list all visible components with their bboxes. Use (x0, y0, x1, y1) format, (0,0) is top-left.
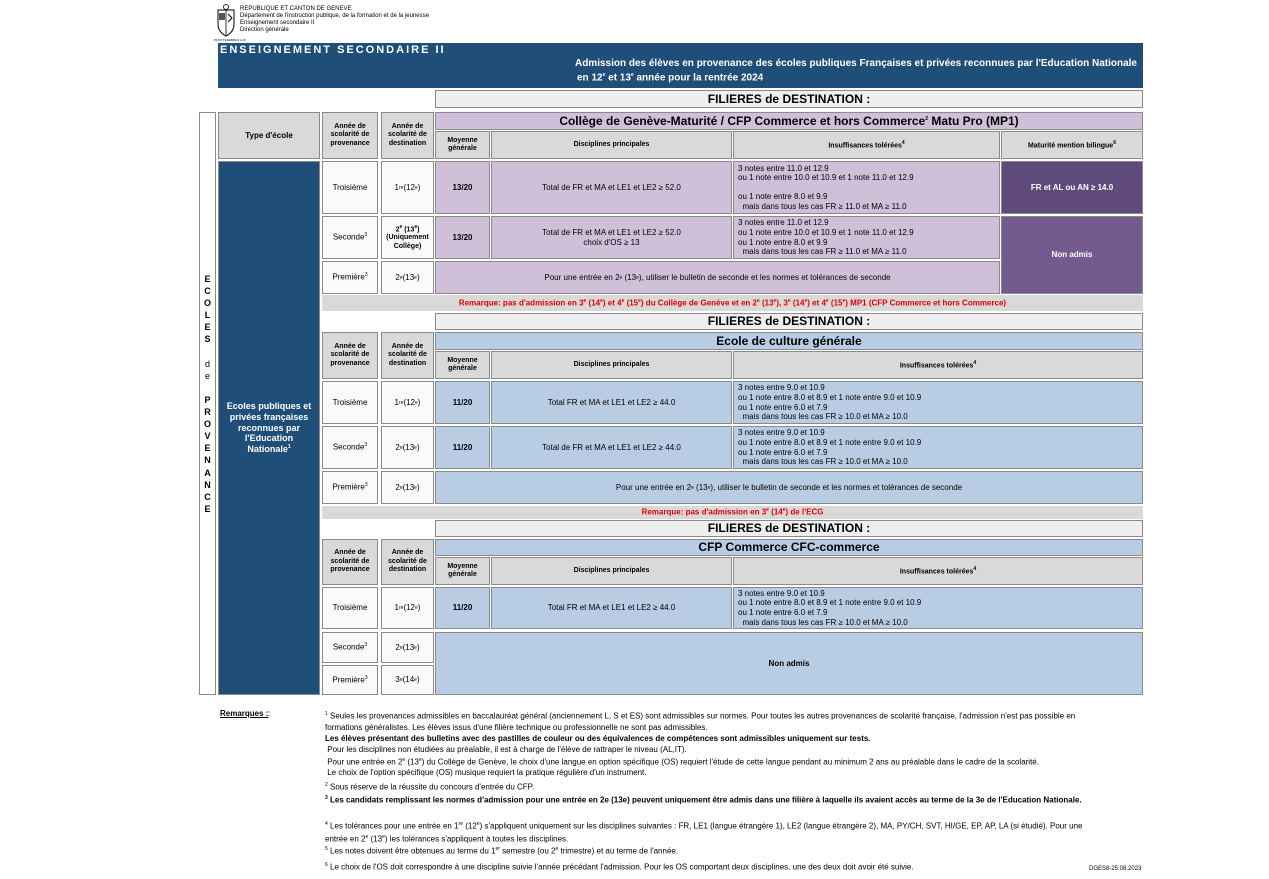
vertical-letter: E (204, 274, 211, 284)
cfp-r3-dest: 3 e (14 e ) (381, 665, 434, 695)
college-r3-dest: 2 e (13 e ) (381, 261, 434, 294)
vertical-letter: e (204, 370, 210, 381)
college-r1-bilingue: FR et AL ou AN ≥ 14.0 (1001, 161, 1143, 214)
section-title: ENSEIGNEMENT SECONDAIRE II (220, 44, 446, 56)
cfp-r2-prov: Seconde$^3$ (322, 632, 378, 663)
vertical-letter: C (204, 491, 211, 502)
college-r1-disc: Total de FR et MA et LE1 et LE2 ≥ 52.0 (491, 161, 732, 214)
col-provenance-header-3: Année de scolarité de provenance (322, 539, 378, 585)
college-title: Collège de Genève-Maturité / CFP Commerce et hors Commerce$^2$ Matu Pro (MP1) (435, 112, 1143, 130)
filieres-title-2: FILIERES de DESTINATION : (435, 313, 1143, 330)
col-provenance-header-1: Année de scolarité de provenance (322, 112, 378, 159)
cfp-r1-disc: Total FR et MA et LE1 et LE2 ≥ 44.0 (491, 587, 732, 629)
vertical-letter: S (204, 334, 211, 345)
ecg-r3-merged: Pour une entrée en 2 e (13 e ), utiliser le bulletin de seconde et les normes et tolérances de seconde (435, 471, 1143, 504)
col-insuffisances-header-2: Insuffisances tolérées$^4$ (733, 351, 1143, 379)
cfp-non-admis: Non admis (435, 632, 1143, 695)
college-r1-dest: 1 re (12 e ) (381, 161, 434, 214)
ecg-r3-dest: 2 e (13 e ) (381, 471, 434, 504)
col-insuffisances-header-3: Insuffisances tolérées$^4$ (733, 557, 1143, 585)
note-3: $^3$ Les candidats remplissant les normes d'admission pour une entrée en 2e (13e) peuvent uniquement être admis dans une filière à laquelle ils avaient accès au terme de la 3e de l'Education Nationale. (325, 795, 1082, 805)
col-moyenne-header-1: Moyenne générale (435, 131, 490, 159)
ecg-r2-disc: Total de FR et MA et LE1 et LE2 ≥ 44.0 (491, 426, 732, 469)
vertical-letter: N (204, 455, 211, 466)
ecg-r1-prov: Troisième (322, 381, 378, 424)
remarques-colon: : (268, 709, 271, 718)
header-line3: Enseignement secondaire II (240, 20, 315, 26)
vertical-letter: E (204, 443, 211, 454)
vertical-letter: N (204, 479, 211, 490)
vertical-label (199, 273, 216, 515)
vertical-letter (199, 346, 216, 358)
note-4: $^4$ Les tolérances pour une entrée en 1re (12e) s'appliquent uniquement sur les disciplines suivantes : FR, LE1 (langue étrangère 1), LE2 (langue étrangère 2), MA, PY/CH, SVT, HI/GE, EP, AP, LA (si étudié). Pour une entrée en 2e (13e) les tolérances s'appliquent à toutes les disciplines. (325, 821, 1083, 844)
motto: POST TENEBRAS LUX (214, 38, 246, 42)
cfp-r1-dest: 1 re (12 e ) (381, 587, 434, 629)
filieres-title-3: FILIERES de DESTINATION : (435, 520, 1143, 537)
ecg-r3-prov: Première$^3$ (322, 471, 378, 504)
vertical-letter: O (203, 419, 211, 430)
type-ecole-header: Type d'école (218, 112, 320, 159)
ecg-r1-insuf: 3 notes entre 9.0 et 10.9 ou 1 note entre 8.0 et 8.9 et 1 note entre 9.0 et 10.9 ou 1 note entre 6.0 et 7.9 mais dans tous les cas FR ≥ 10.0 et MA ≥ 10.0 (733, 381, 1143, 424)
col-destination-header-2: Année de scolarité de destination (381, 332, 434, 379)
cfp-r2-dest: 2 e (13 e ) (381, 632, 434, 663)
col-bilingue-header: Maturité mention bilingue$^6$ (1001, 131, 1143, 159)
vertical-letter: d (204, 358, 210, 369)
col-moyenne-header-3: Moyenne générale (435, 557, 490, 585)
header-line2: Département de l'instruction publique, de la formation et de la jeunesse (240, 13, 429, 19)
ecg-r2-insuf: 3 notes entre 9.0 et 10.9 ou 1 note entre 8.0 et 8.9 et 1 note entre 9.0 et 10.9 ou 1 note entre 6.0 et 7.9 mais dans tous les cas FR ≥ 10.0 et MA ≥ 10.0 (733, 426, 1143, 469)
college-r2-moy: 13/20 (435, 216, 490, 259)
col-provenance-header-2: Année de scolarité de provenance (322, 332, 378, 379)
college-r2-prov: Seconde$^3$ (322, 216, 378, 259)
col-moyenne-header-2: Moyenne générale (435, 351, 490, 379)
vertical-letter: V (204, 431, 211, 442)
coat-of-arms-icon (216, 4, 236, 38)
college-r3-merged: Pour une entrée en 2 e (13 e ), utiliser le bulletin de seconde et les normes et tolérances de seconde (435, 261, 1000, 294)
col-destination-header-1: Année de scolarité de destination (381, 112, 434, 159)
vertical-letter: L (204, 310, 211, 321)
college-r2-disc: Total de FR et MA et LE1 et LE2 ≥ 52.0 choix d'OS ≥ 13 (491, 216, 732, 259)
ecg-title: Ecole de culture générale (435, 332, 1143, 350)
header-line1: REPUBLIQUE ET CANTON DE GENEVE (240, 6, 352, 12)
college-r2-dest: 2e (13e) (Uniquement Collège) (381, 216, 434, 259)
ecg-r1-moy: 11/20 (435, 381, 490, 424)
col-disciplines-header-2: Disciplines principales (491, 351, 732, 379)
college-r1-insuf: 3 notes entre 11.0 et 12.9 ou 1 note entre 10.0 et 10.9 et 1 note 11.0 et 12.9 ou 1 note entre 8.0 et 9.9 mais dans tous les cas FR ≥ 11.0 et MA ≥ 11.0 (733, 161, 1000, 214)
remarques-label: Remarques : (220, 709, 269, 718)
header-line4: Direction générale (240, 27, 289, 33)
cfp-r1-prov: Troisième (322, 587, 378, 629)
vertical-letter (199, 382, 216, 394)
filieres-title-1: FILIERES de DESTINATION : (435, 90, 1143, 108)
col-disciplines-header-3: Disciplines principales (491, 557, 732, 585)
banner-title-line2: en 12e et 13e année pour la rentrée 2024 (577, 72, 764, 84)
note-1: $^1$ Seules les provenances admissibles en baccalauréat général (anciennement L, S et ES) sont admissibles sur normes. Pour toutes les autres provenances de scolarité française, l'admission n'est pas possible en formations généralistes. Les élèves issus d'une filière technique ou professionnelle ne sont pas admissibles. Les élèves présentant des bulletins avec des pastilles de couleur ou des équivalences de compétences sont admissibles uniquement sur tests. Pour les disciplines non étudiées au préalable, il est à charge de l'élève de rattraper le niveau (AL,IT). Pour une entrée en 2e (13e) du Collège de Genève, le choix d'une langue en option spécifique (OS) requiert l'étude de cette langue pendant au minimum 2 ans au préalable dans le cadre de la scolarité. Le choix de l'option spécifique (OS) musique requiert la pratique régulière d'un instrument. (325, 711, 1076, 778)
vertical-letter: E (204, 503, 211, 514)
doc-reference: DGES8-25.08.2023 (1089, 866, 1142, 872)
ecg-remark: Remarque: pas d'admission en 3e (14e) de l'ECG (322, 506, 1143, 519)
col-destination-header-3: Année de scolarité de destination (381, 539, 434, 585)
col-disciplines-header-1: Disciplines principales (491, 131, 732, 159)
college-r1-moy: 13/20 (435, 161, 490, 214)
cfp-title: CFP Commerce CFC-commerce (435, 539, 1143, 556)
ecg-r2-moy: 11/20 (435, 426, 490, 469)
top-banner (218, 43, 1143, 88)
cfp-r3-prov: Première$^3$ (322, 665, 378, 695)
vertical-letter: R (204, 407, 211, 418)
header-text (240, 6, 429, 34)
college-remark: Remarque: pas d'admission en 3e (14e) et 4e (15e) du Collège de Genève et en 2e (13e), 3e (14e) et 4e (15e) MP1 (CFP Commerce et hors Commerce) (322, 295, 1143, 311)
vertical-letter: C (204, 286, 211, 297)
college-r3-prov: Première$^3$ (322, 261, 378, 294)
ecg-r2-dest: 2 e (13 e ) (381, 426, 434, 469)
ecg-r1-dest: 1 re (12 e ) (381, 381, 434, 424)
cfp-r1-moy: 11/20 (435, 587, 490, 629)
vertical-letter: E (204, 322, 211, 333)
vertical-letter: O (203, 298, 211, 309)
vertical-letter: A (204, 467, 211, 478)
ecg-r1-disc: Total FR et MA et LE1 et LE2 ≥ 44.0 (491, 381, 732, 424)
type-ecole-cell: Ecoles publiques et privées françaises reconnues par l'Education Nationale$^1$ (218, 161, 320, 695)
college-r2-insuf: 3 notes entre 11.0 et 12.9 ou 1 note entre 10.0 et 10.9 et 1 note 11.0 et 12.9 ou 1 note entre 8.0 et 9.9 mais dans tous les cas FR ≥ 11.0 et MA ≥ 11.0 (733, 216, 1000, 259)
ecg-r2-prov: Seconde$^3$ (322, 426, 378, 469)
banner-title-line1: Admission des élèves en provenance des écoles publiques Françaises et privées reconnues par l'Education Nationale (574, 58, 1137, 69)
cfp-r1-insuf: 3 notes entre 9.0 et 10.9 ou 1 note entre 8.0 et 8.9 et 1 note entre 9.0 et 10.9 ou 1 note entre 6.0 et 7.9 mais dans tous les cas FR ≥ 10.0 et MA ≥ 10.0 (733, 587, 1143, 629)
vertical-letter: P (204, 394, 211, 405)
note-5: $^5$ Les notes doivent être obtenues au terme du 1er semestre (ou 2e trimestre) et au terme de l'année. (325, 846, 679, 856)
note-6: $^6$ Le choix de l'OS doit correspondre à une discipline suivie l'année précédant l'admission. Pour les OS comportant deux disciplines, une des deux doit avoir été suivie. (325, 862, 914, 872)
col-insuffisances-header-1: Insuffisances tolérées$^4$ (733, 131, 1000, 159)
college-r2-bilingue: Non admis (1001, 216, 1143, 294)
note-2: $^2$ Sous réserve de la réussite du concours d'entrée du CFP. (325, 782, 535, 792)
college-r1-prov: Troisième (322, 161, 378, 214)
